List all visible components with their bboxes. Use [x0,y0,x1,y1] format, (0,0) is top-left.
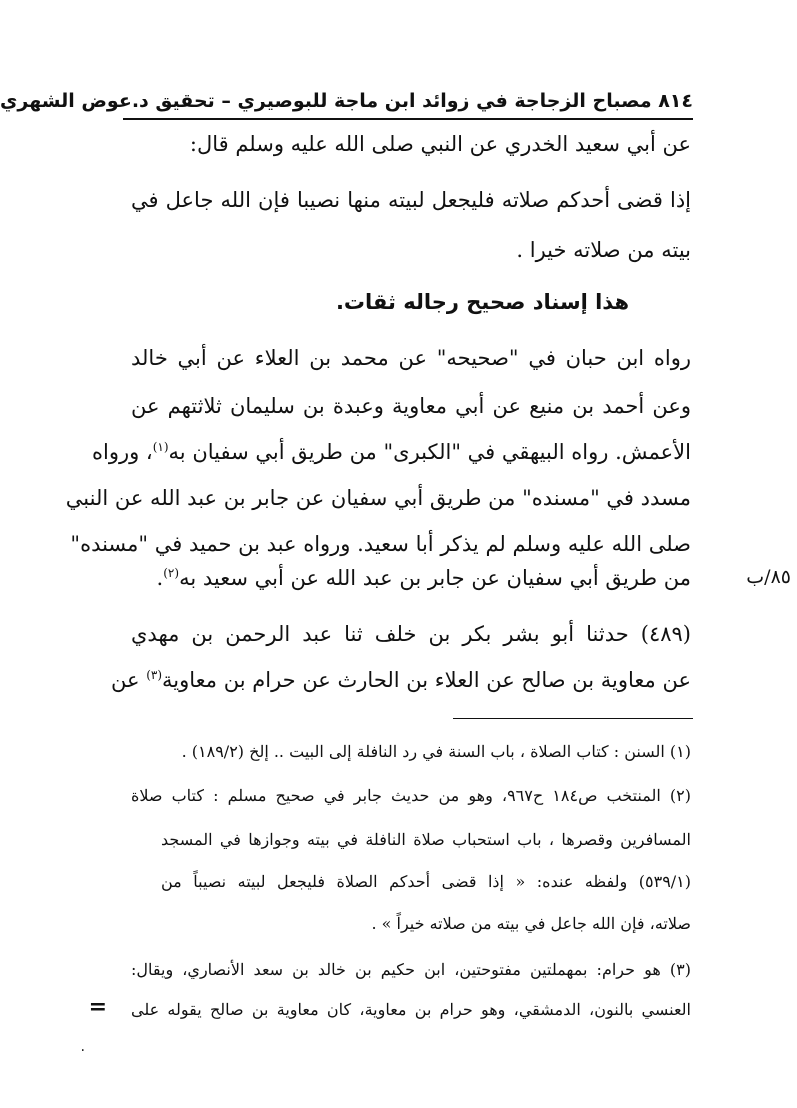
body-line-text: عن [111,668,147,692]
footnote-line: (١) السنن : كتاب الصلاة ، باب السنة في رد النافلة إلى البيت .. إلخ (١٨٩/٢) . [181,742,691,761]
section-heading: هذا إسناد صحيح رجاله ثقات. [335,290,629,314]
body-line-text: ، ورواه [92,440,153,464]
body-line: مسدد في "مسنده" من طريق أبي سفيان عن جابر بن عبد الله عن النبي [65,486,691,510]
body-line [131,566,691,590]
page-mark: ٠ [79,1042,87,1058]
footnote-ref: (١) [152,440,169,454]
body-line-text: من طريق أبي سفيان عن جابر بن عبد الله عن أبي سعيد به [179,566,691,590]
body-line: صلى الله عليه وسلم لم يذكر أبا سعيد. ورواه عبد بن حميد في "مسنده" [70,532,691,556]
body-line: إذا قضى أحدكم صلاته فليجعل لبيته منها نصيبا فإن الله جاعل في [131,188,691,212]
body-line-text: عن معاوية بن صالح عن العلاء بن الحارث عن حرام بن معاوية [162,668,691,692]
body-line [92,440,691,464]
footnote-line: (٢) المنتخب ص١٨٤ ح٩٦٧، وهو من حديث جابر في صحيح مسلم : كتاب صلاة [131,786,691,805]
footnote-ref: (٣) [146,668,163,682]
body-line: وعن أحمد بن منيع عن أبي معاوية وعبدة بن سليمان ثلاثتهم عن [131,394,691,418]
footnote-line: (٥٣٩/١) ولفظه عنده: « إذا قضى أحدكم الصلاة فليجعل لبيته نصيباً من [161,872,692,891]
footnote-line: (٣) هو حرام: بمهملتين مفتوحتين، ابن حكيم بن خالد بن سعد الأنصاري، ويقال: [131,960,691,979]
manuscript-folio-note: ٨٥/ب [746,566,791,588]
footnote-line: صلاته، فإن الله جاعل في بيته من صلاته خيراً » . [371,914,691,933]
body-line-text: . [156,566,164,590]
footnote-ref: (٢) [163,566,180,580]
body-line: عن أبي سعيد الخدري عن النبي صلى الله عليه وسلم قال: [189,132,691,156]
body-line-text: الأعمش. رواه البيهقي في "الكبرى" من طريق أبي سفيان به [168,440,691,464]
body-line [111,668,691,692]
continuation-mark: = [88,994,107,1020]
body-line: بيته من صلاته خيرا . [516,238,691,262]
body-line: رواه ابن حبان في "صحيحه" عن محمد بن العلاء عن أبي خالد [131,346,691,370]
footnote-divider [453,718,693,719]
footnote-line: المسافرين وقصرها ، باب استحباب صلاة النافلة في بيته وجوازها في المسجد [161,830,691,849]
running-header: ٨١٤ مصباح الزجاجة في زوائد ابن ماجة للبوصيري – تحقيق د.عوض الشهري [123,84,693,120]
hadith-number-line: (٤٨٩) حدثنا أبو بشر بكر بن خلف ثنا عبد الرحمن بن مهدي [131,622,691,646]
footnote-line: العنسي بالنون، الدمشقي، وهو حرام بن معاوية، كان معاوية بن صالح يقوله على [131,1000,691,1019]
